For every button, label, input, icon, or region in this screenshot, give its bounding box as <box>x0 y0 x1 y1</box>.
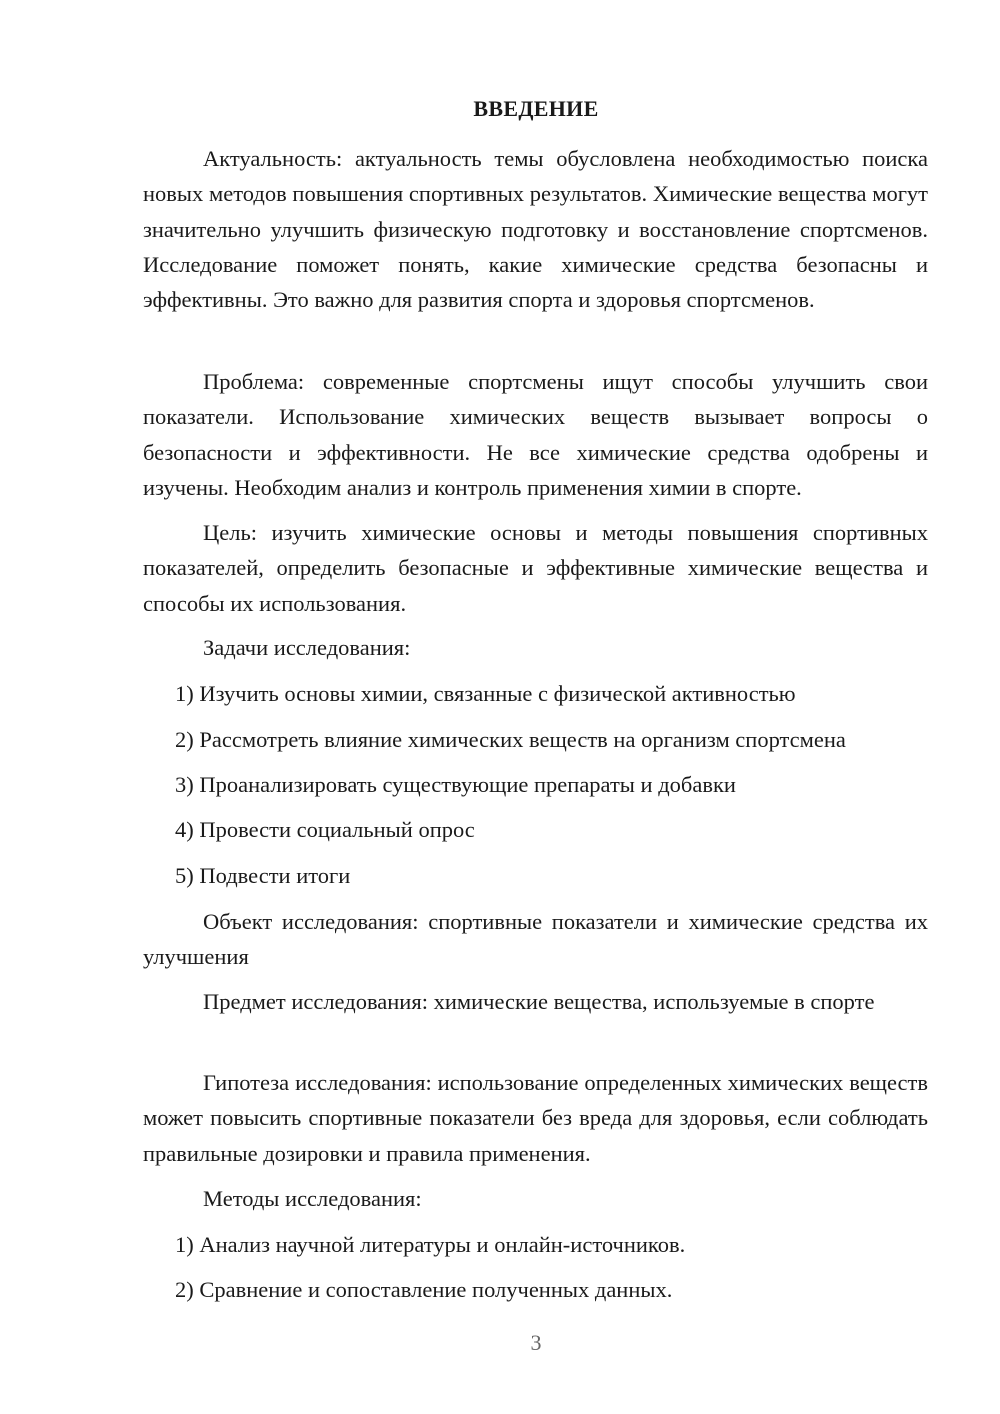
task-item: 1) Изучить основы химии, связанные с физической активностью <box>175 681 796 706</box>
tasks-title: Задачи исследования: <box>203 635 411 660</box>
task-item: 2) Рассмотреть влияние химических веществ на организм спортсмена <box>175 727 846 752</box>
page-number: 3 <box>530 1330 542 1355</box>
subject-paragraph: Предмет исследования: химические вещества, используемые в спорте <box>203 989 875 1014</box>
task-item: 5) Подвести итоги <box>175 863 351 888</box>
method-item: 1) Анализ научной литературы и онлайн-источников. <box>175 1232 686 1257</box>
method-item: 2) Сравнение и сопоставление полученных данных. <box>175 1277 673 1302</box>
relevance-paragraph: Актуальность: актуальность темы обусловлена необходимостью поиска новых методов повышения спортивных результатов. Химические вещества могут значительно улучшить физическую подготовку и восстановление спортсменов. Исследование поможет понять, какие химические средства безопасны и эффективны. Это важно для развития спорта и здоровья спортсменов. <box>143 146 928 313</box>
hypothesis-paragraph: Гипотеза исследования: использование определенных химических веществ может повысить спортивные показатели без вреда для здоровья, если соблюдать правильные дозировки и правила применения. <box>143 1070 928 1166</box>
task-item: 4) Провести социальный опрос <box>175 817 475 842</box>
section-heading: ВВЕДЕНИЕ <box>473 96 599 121</box>
task-item: 3) Проанализировать существующие препараты и добавки <box>175 772 736 797</box>
problem-paragraph: Проблема: современные спортсмены ищут способы улучшить свои показатели. Использование химических веществ вызывает вопросы о безопасности и эффективности. Не все химические средства одобрены и изучены. Необходим анализ и контроль применения химии в спорте. <box>143 369 928 500</box>
goal-paragraph: Цель: изучить химические основы и методы повышения спортивных показателей, определить безопасные и эффективные химические вещества и способы их использования. <box>143 520 928 616</box>
object-paragraph: Объект исследования: спортивные показатели и химические средства их улучшения <box>143 909 928 970</box>
methods-title: Методы исследования: <box>203 1186 422 1211</box>
